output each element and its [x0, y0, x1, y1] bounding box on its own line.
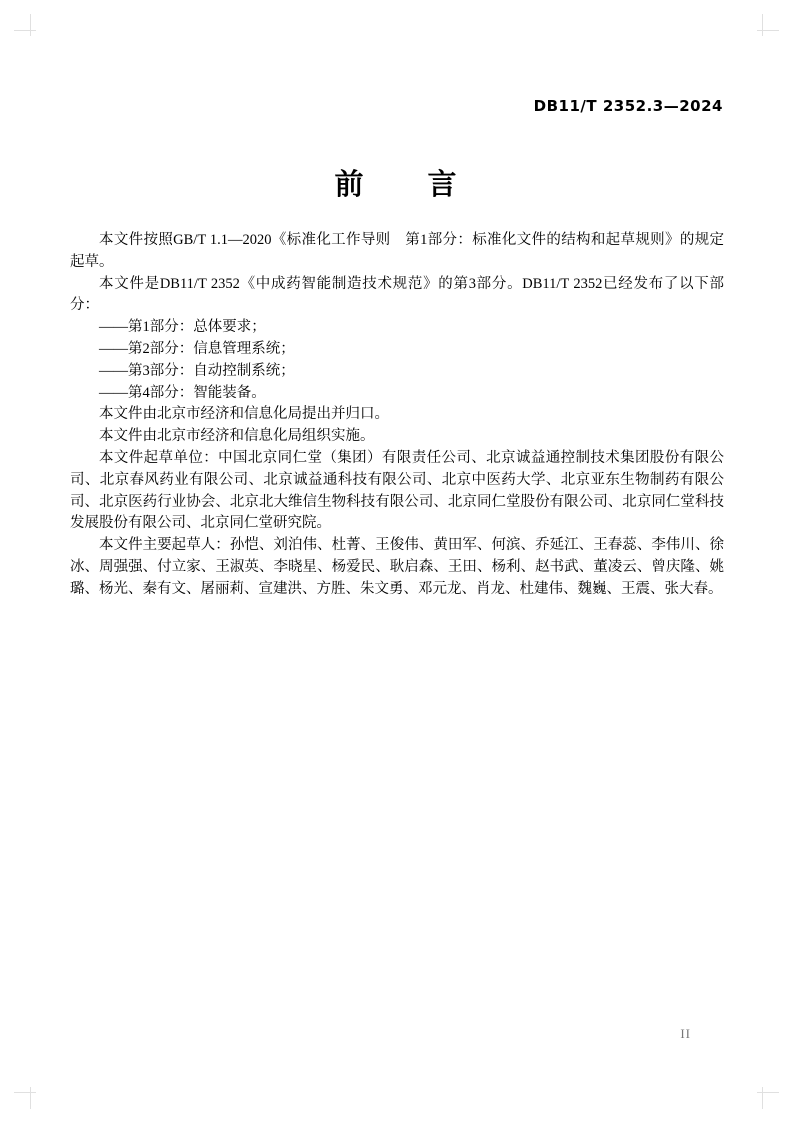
- crop-mark-bottom-right: [757, 1071, 779, 1093]
- list-item-part-1: ——第1部分：总体要求；: [99, 319, 266, 336]
- page-number: II: [680, 1026, 691, 1041]
- paragraph-drafting-rules: 本文件按照GB/T 1.1—2020《标准化工作导则 第1部分：标准化文件的结构和起草规则》的规定起草。: [70, 232, 724, 270]
- paragraph-proposed-by: 本文件由北京市经济和信息化局提出并归口。: [99, 406, 389, 423]
- paragraph-series-intro: 本文件是DB11/T 2352《中成药智能制造技术规范》的第3部分。DB11/T 2352已经发布了以下部分：: [70, 275, 724, 314]
- page-title: 前 言: [334, 167, 459, 201]
- document-body: [70, 230, 724, 601]
- list-item-part-4: ——第4部分：智能装备。: [99, 384, 266, 401]
- paragraph-implemented-by: 本文件由北京市经济和信息化局组织实施。: [99, 428, 375, 445]
- crop-mark-top-left: [14, 30, 36, 52]
- crop-mark-top-right: [757, 30, 779, 52]
- doc-number: DB11/T 2352.3—2024: [533, 97, 723, 115]
- paragraph-main-drafters: 本文件主要起草人：孙恺、刘泊伟、杜菁、王俊伟、黄田军、何滨、乔延江、王春蕊、李伟川、徐冰、周强强、付立家、王淑英、李晓星、杨爱民、耿启森、王田、杨利、赵书武、董凌云、曾庆隆、姚璐、杨光、秦有文、屠丽莉、宣建洪、方胜、朱文勇、邓元龙、肖龙、杜建伟、魏巍、王震、张大春。: [70, 537, 724, 597]
- list-item-part-2: ——第2部分：信息管理系统；: [99, 340, 295, 357]
- paragraph-drafting-units: 本文件起草单位：中国北京同仁堂（集团）有限责任公司、北京诚益通控制技术集团股份有限公司、北京春风药业有限公司、北京诚益通科技有限公司、北京中医药大学、北京亚东生物制药有限公司、北京医药行业协会、北京北大维信生物科技有限公司、北京同仁堂股份有限公司、北京同仁堂科技发展股份有限公司、北京同仁堂研究院。: [70, 449, 724, 532]
- list-item-part-3: ——第3部分：自动控制系统；: [99, 362, 295, 379]
- crop-mark-bottom-left: [14, 1071, 36, 1093]
